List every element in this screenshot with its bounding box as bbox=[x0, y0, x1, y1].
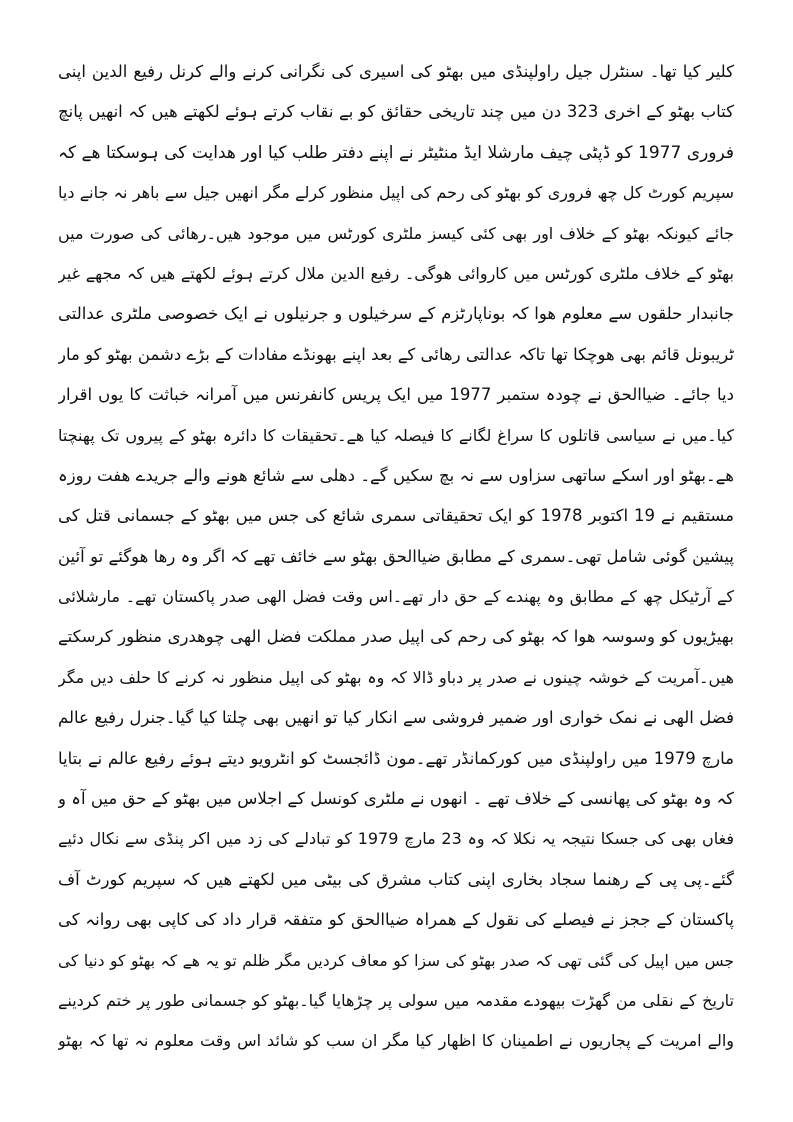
text-line: ھے۔بھٹو اور اسکے ساتھی سزاوں سے نہ بچ سکیں گے۔ دھلی سے شائع ھونے والے جریدے ھفت روزہ bbox=[58, 465, 734, 485]
text-line: کیا۔میں نے سیاسی قاتلوں کا سراغ لگانے کا فیصلہ کیا ھے۔تحقیقات کا دائرہ بھٹو کے پیروں تک پھنچتا bbox=[58, 425, 734, 445]
text-line: بھیڑیوں کو وسوسہ ھوا کہ بھٹو کی رحم کی اپیل صدر مملکت فضل الھی چوھدری منظور کرسکتے bbox=[58, 627, 734, 647]
text-line: فضل الھی نے نمک خواری اور ضمیر فروشی سے انکار کیا تو انھیں بھی چلتا کیا گیا۔جنرل رفیع عالم bbox=[58, 708, 734, 728]
text-line: جس میں اپیل کی گئی تھی کہ صدر بھٹو کی سزا کو معاف کردیں مگر ظلم تو یہ ھے کہ بھٹو کو دنیا کی bbox=[58, 951, 734, 970]
text-line: جائے کیونکہ بھٹو کے خلاف اور بھی کئی کیسز ملٹری کورٹس میں موجود ھیں۔رھائی کی صورت میں bbox=[58, 223, 734, 243]
text-line: کتاب بھٹو کے اخری 323 دن میں چند تاریخی حقائق کو بے نقاب کرتے ہوئے لکھتے ھیں کہ انھیں پانچ bbox=[58, 102, 734, 122]
text-line: پاکستان کے ججز نے فیصلے کی نقول کے ھمراہ ضیاالحق کو متفقہ قرار داد کی کاپی بھی روانہ کی bbox=[58, 910, 734, 930]
text-line: پیشین گوئی شامل تھی۔سمری کے مطابق ضیاالحق بھٹو سے خائف تھے کہ اگر وہ رھا ھوگئے تو آئین bbox=[58, 546, 734, 566]
text-line: بھٹو کے خلاف ملٹری کورٹس میں کاروائی ھوگی۔ رفیع الدین ملال کرتے ہوئے لکھتے ھیں کہ مجھے غیر bbox=[58, 263, 734, 283]
text-line: مستقیم نے 19 اکتوبر 1978 کو ایک تحقیقاتی سمری شائع کی جس میں بھٹو کے جسمانی قتل کی bbox=[58, 506, 734, 526]
text-line: سپریم کورٹ کل چھ فروری کو بھٹو کی رحم کی اپیل منظور کرلے مگر انھیں جیل سے باھر نہ جانے دیا bbox=[58, 183, 734, 203]
text-line: کلیر کیا تھا۔ سنٹرل جیل راولپنڈی میں بھٹو کی اسیری کی نگرانی کرنے والے کرنل رفیع الدین اپنی bbox=[58, 62, 734, 81]
text-line: کہ وہ بھٹو کی پھانسی کے خلاف تھے ۔ انھوں نے ملٹری کونسل کے اجلاس میں بھٹو کے حق میں آہ و bbox=[58, 789, 734, 809]
text-line: فروری 1977 کو ڈپٹی چیف مارشلا ایڈ منٹیٹر نے اپنے دفتر طلب کیا اور ھدایت کی ہوسکتا ھے کہ bbox=[58, 142, 734, 163]
text-line: والے امریت کے پجاریوں نے اطمینان کا اظھار کیا مگر ان سب کو شائد اس وقت معلوم نہ تھا کہ بھٹو bbox=[58, 1031, 734, 1051]
text-line: تاریخ کے نقلی من گھڑت بیھودے مقدمہ میں سولی پر چڑھایا گیا۔بھٹو کو جسمانی طور پر ختم کردینے bbox=[58, 990, 734, 1010]
text-line: مارچ 1979 میں راولپنڈی میں کورکمانڈر تھے۔مون ڈائجسٹ کو انٹرویو دیتے ہوئے رفیع عالم نے بتایا bbox=[58, 748, 734, 768]
text-line: دیا جائے۔ ضیاالحق نے چودہ ستمبر 1977 میں ایک پریس کانفرنس میں آمرانہ خباثت کا یوں اقرار bbox=[58, 385, 734, 405]
text-line: کے آرٹیکل چھ کے مطابق وہ پھندے کے حق دار تھے۔اس وقت فضل الھی صدر پاکستان تھے۔ مارشلائی bbox=[58, 587, 734, 607]
text-line: ٹریبونل قائم بھی ھوچکا تھا تاکہ عدالتی رھائی کے بعد اپنے بھونڈے مفادات کے بڑے دشمن بھٹو کو مار bbox=[58, 344, 734, 364]
text-line: ھیں۔آمریت کے خوشہ چینوں نے صدر پر دباو ڈالا کہ وہ بھٹو کی اپیل منظور نہ کرنے کا حلف دیں مگر bbox=[58, 667, 734, 687]
text-line: جانبدار حلقوں سے معلوم ھوا کہ بوناپارٹزم کے سرخیلوں و جرنیلوں نے ایک خصوصی ملٹری عدالتی bbox=[58, 304, 734, 324]
text-line: فغاں بھی کی جسکا نتیجہ یہ نکلا کہ وہ 23 مارچ 1979 کو تبادلے کی زد میں اکر پنڈی سے نکال دئیے bbox=[58, 829, 734, 849]
body-text bbox=[58, 52, 734, 1062]
text-line: گئے۔پی پی کے رھنما سجاد بخاری اپنی کتاب مشرق کی بیٹی میں لکھتے ھیں کہ سپریم کورٹ آف bbox=[58, 869, 734, 889]
